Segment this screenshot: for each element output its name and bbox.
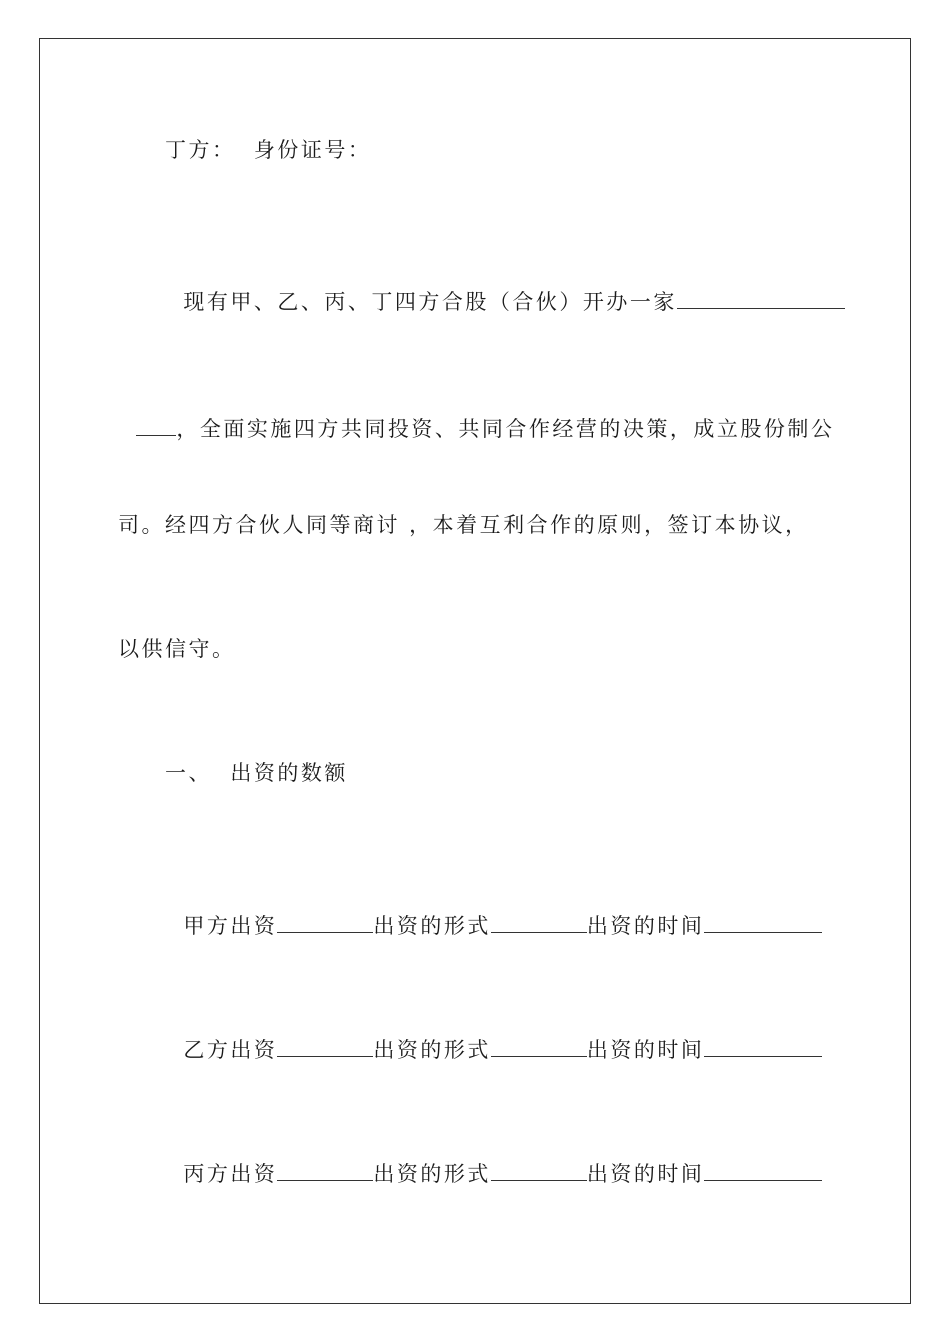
page-border: [39, 38, 911, 1304]
party-a-amount-blank[interactable]: [277, 912, 373, 933]
party-b-amount-blank[interactable]: [277, 1036, 373, 1057]
contribution-row-a: [165, 884, 822, 940]
party-c-label: 丙方出资: [183, 1162, 278, 1186]
party-b-label: 乙方出资: [183, 1038, 278, 1062]
intro-paragraph-line-1: [165, 260, 845, 316]
intro-paragraph-line-4: 以供信守。: [118, 637, 236, 661]
party-a-time-label: 出资的时间: [586, 914, 705, 938]
party-a-form-label: 出资的形式: [373, 914, 491, 938]
party-a-label: 甲方出资: [183, 914, 278, 938]
party-c-amount-blank[interactable]: [277, 1160, 373, 1181]
party-b-form-label: 出资的形式: [373, 1038, 491, 1062]
intro-paragraph-line-2: [118, 387, 834, 443]
contribution-row-c: [165, 1132, 822, 1188]
party-c-time-label: 出资的时间: [586, 1162, 705, 1186]
intro-paragraph-line-3: 司。经四方合伙人同等商讨 ，本着互利合作的原则，签订本协议，: [118, 513, 809, 537]
party-a-form-blank[interactable]: [491, 912, 587, 933]
section-1-heading: 一、 出资的数额: [165, 761, 348, 785]
intro-text-1: 现有甲、乙、丙、丁四方合股（合伙）开办一家: [183, 290, 677, 314]
party-c-form-label: 出资的形式: [373, 1162, 491, 1186]
contribution-row-b: [165, 1008, 822, 1064]
party-b-form-blank[interactable]: [491, 1036, 587, 1057]
party-b-time-blank[interactable]: [704, 1036, 822, 1057]
intro-text-2: ，全面实施四方共同投资、共同合作经营的决策，成立股份制公: [176, 417, 835, 441]
party-d-line: 丁方： 身份证号：: [165, 138, 372, 162]
party-b-time-label: 出资的时间: [586, 1038, 705, 1062]
party-c-time-blank[interactable]: [704, 1160, 822, 1181]
company-name-blank-cont[interactable]: [136, 415, 176, 436]
party-a-time-blank[interactable]: [704, 912, 822, 933]
company-name-blank[interactable]: [677, 288, 845, 309]
party-c-form-blank[interactable]: [491, 1160, 587, 1181]
